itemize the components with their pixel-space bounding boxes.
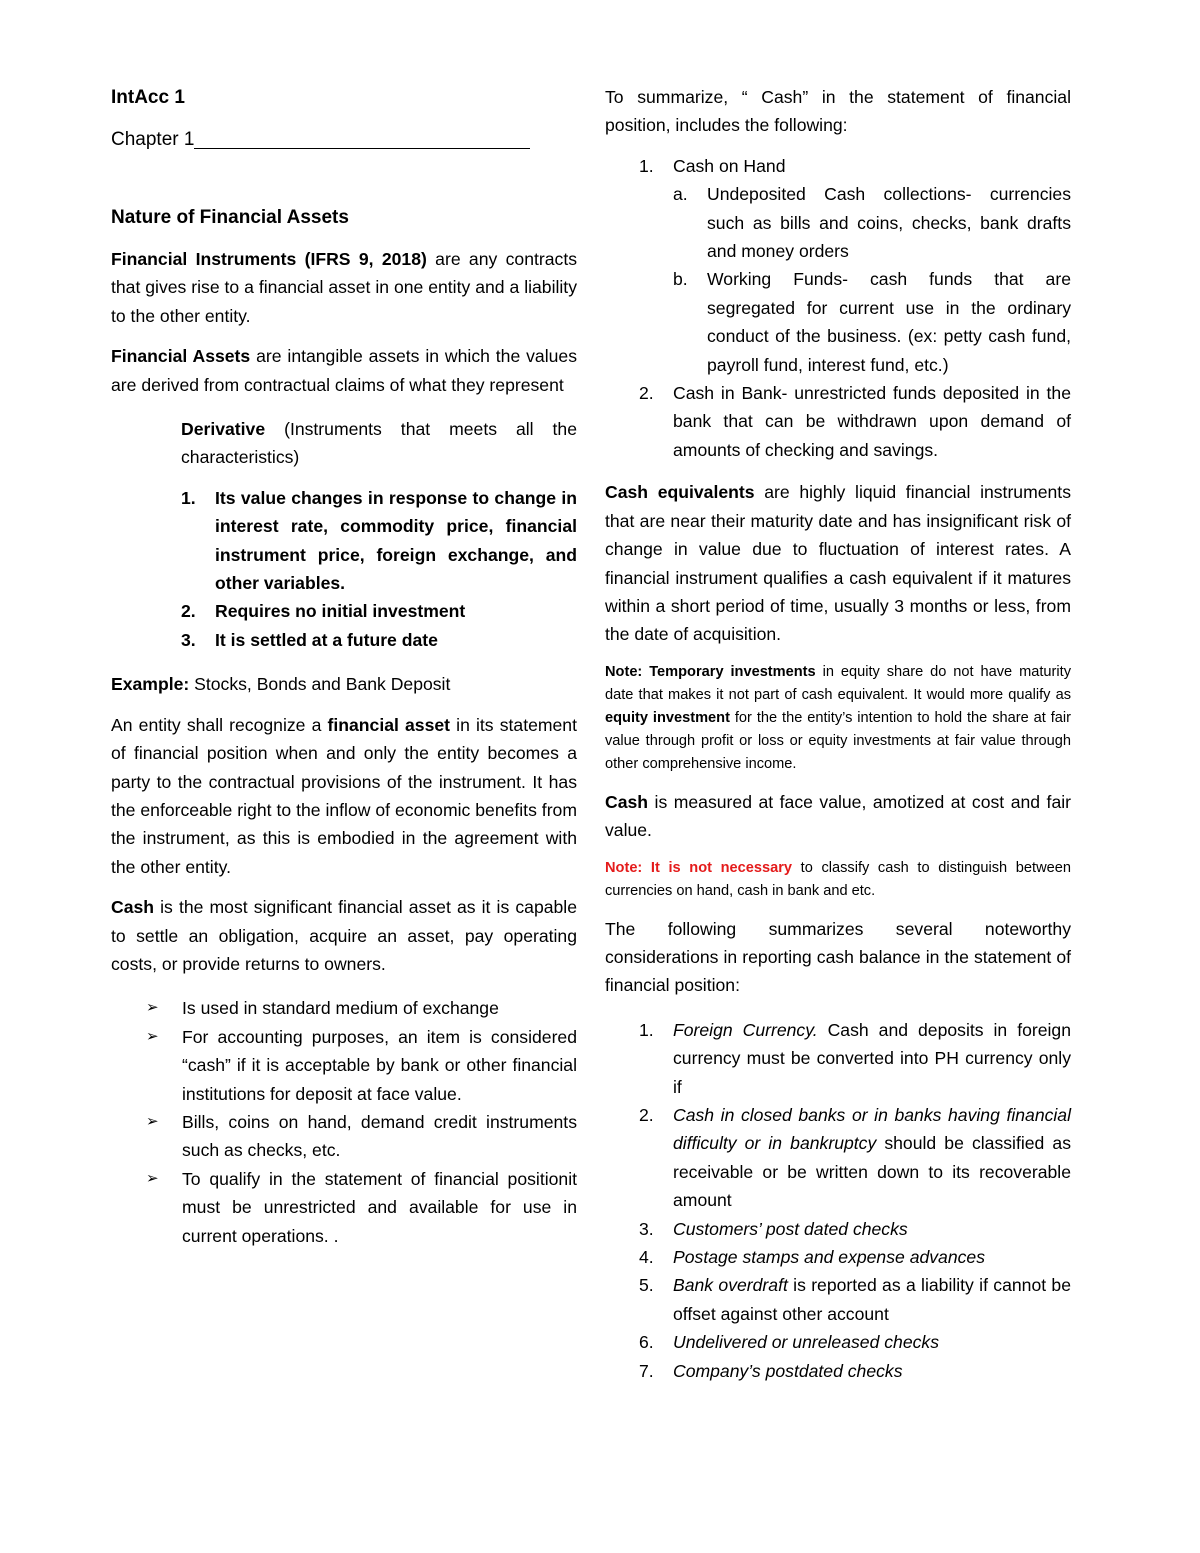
note-not-necessary (605, 857, 1071, 903)
list-item (639, 1328, 1071, 1356)
list-item (639, 1271, 1071, 1328)
note-text: for the the entity’s intention to hold the share at fair value through profit or loss or equity investments at fair value through other comprehensive income. (605, 709, 1072, 772)
list-item (146, 994, 577, 1022)
example-paragraph (111, 670, 577, 698)
list-item (146, 1108, 577, 1165)
list-italic: Postage stamps and expense advances (673, 1247, 986, 1267)
list-item (639, 1357, 1071, 1385)
cash-equivalents-text: are highly liquid financial instruments that are near their maturity date and has insignificant risk of change in value due to fluctuation of interest rates. A financial instrument qualifies a cash equivalent if it matures within a short period of time, usually 3 months or less, from the date of acquisition. (605, 482, 1071, 645)
list-number: 1. (181, 487, 196, 508)
list-number: 2. (639, 383, 654, 404)
list-item (673, 265, 1071, 379)
note-label: Note: (605, 663, 643, 680)
recognize-pre: An entity shall recognize a (111, 714, 328, 735)
cash-bullet-list (111, 994, 577, 1250)
chapter-label: Chapter 1 (111, 129, 195, 150)
example-text: Stocks, Bonds and Bank Deposit (189, 674, 451, 695)
recognize-paragraph (111, 711, 577, 881)
note-term: Temporary investments (642, 663, 816, 680)
list-text (673, 1101, 1071, 1215)
list-text: Undeposited Cash collections- currencies such as bills and coins, checks, bank drafts and money orders (707, 184, 1071, 262)
list-number: 5. (639, 1275, 654, 1296)
summary-list (605, 152, 1071, 464)
list-italic: Undelivered or unreleased checks (673, 1332, 940, 1353)
cash-measured-paragraph (605, 788, 1071, 845)
section-title: Nature of Financial Assets (111, 207, 349, 228)
financial-assets-term: Financial Assets (111, 346, 251, 367)
sub-list (639, 180, 1071, 379)
list-text: Is used in standard medium of exchange (182, 998, 499, 1019)
considerations-list (605, 1016, 1071, 1385)
list-text (673, 1215, 1071, 1243)
left-column (111, 83, 577, 1250)
list-number: 6. (639, 1332, 654, 1353)
document-title: IntAcc 1 (111, 87, 185, 108)
list-item (146, 1165, 577, 1250)
derivative-text: (Instruments that meets all the characteristics) (181, 419, 577, 468)
note-term: equity investment (605, 709, 730, 726)
note-text: to classify cash to distinguish between currencies on hand, cash in bank and etc. (605, 859, 1071, 899)
chapter-heading (111, 127, 577, 153)
derivative-block (111, 415, 577, 654)
list-text (673, 1271, 1071, 1328)
note-text: in equity share do not have maturity date that makes it not part of cash equivalent. It would more qualify as (605, 663, 1071, 703)
list-text (673, 1328, 1071, 1356)
list-text: It is settled at a future date (215, 629, 438, 650)
list-number: 7. (639, 1360, 654, 1381)
list-plain: is reported as a liability if cannot be offset against other account (673, 1275, 1071, 1324)
list-item (639, 1101, 1071, 1215)
list-number: 1. (639, 1019, 654, 1040)
derivative-list (181, 484, 577, 654)
cash-equivalents-paragraph (605, 478, 1071, 648)
derivative-term: Derivative (181, 419, 266, 440)
list-text: Cash on Hand (673, 155, 786, 176)
financial-assets-paragraph (111, 342, 577, 399)
list-item (181, 597, 577, 625)
list-italic: Customers’ post dated checks (673, 1218, 908, 1239)
example-label: Example: (111, 674, 190, 695)
recognize-post: in its statement of financial position when and only the entity becomes a party to the contractual provisions of the instrument. It has the enforceable right to the inflow of economic benefits from the instrument, as this is embodied in the agreement with the other entity. (111, 714, 577, 877)
derivative-paragraph (181, 415, 577, 472)
right-column (605, 83, 1071, 1385)
list-text (673, 1016, 1071, 1101)
list-item (639, 152, 1071, 379)
list-number: 4. (639, 1247, 654, 1267)
list-text: For accounting purposes, an item is considered “cash” if it is acceptable by bank or other financial institutions for deposit at face value. (182, 1026, 577, 1104)
summary-intro: To summarize, “ Cash” in the statement of financial position, includes the following: (605, 87, 1071, 136)
cash-equivalents-term: Cash equivalents (605, 482, 755, 503)
list-text: Bills, coins on hand, demand credit instruments such as checks, etc. (182, 1111, 577, 1161)
list-text (673, 1243, 1071, 1271)
list-item (146, 1023, 577, 1108)
list-italic: Company’s postdated checks (673, 1360, 903, 1381)
financial-instruments-paragraph (111, 245, 577, 330)
list-number: 1. (639, 155, 654, 176)
list-item (181, 626, 577, 654)
financial-instruments-text: are any contracts that gives rise to a financial asset in one entity and a liability to the other entity. (111, 249, 578, 326)
list-item (639, 1215, 1071, 1243)
considerations-intro: The following summarizes several noteworthy considerations in reporting cash balance in the statement of financial position: (605, 918, 1071, 996)
list-number: 3. (639, 1218, 654, 1239)
list-number: 3. (181, 629, 196, 650)
cash-paragraph (111, 893, 577, 978)
chapter-underline (194, 148, 530, 149)
list-plain: Cash and deposits in foreign currency must be converted into PH currency only if (673, 1019, 1072, 1097)
recognize-term: financial asset (327, 714, 451, 735)
list-text (673, 1357, 1071, 1385)
list-letter: a. (673, 184, 688, 205)
arrow-bullet-icon: ➢ (146, 1027, 159, 1045)
note-red-label: Note: It is not necessary (605, 859, 793, 876)
list-italic: Foreign Currency. (673, 1019, 818, 1040)
list-text: Working Funds- cash funds that are segregated for current use in the ordinary conduct of the business. (ex: petty cash fund, payroll fund, interest fund, etc.) (707, 269, 1071, 375)
cash-measured-text: is measured at face value, amotized at cost and fair value. (605, 791, 1071, 841)
cash-term: Cash (111, 897, 155, 918)
financial-assets-text: are intangible assets in which the values are derived from contractual claims of what they represent (111, 346, 577, 395)
list-item (181, 484, 577, 598)
note-temporary-investments (605, 661, 1071, 776)
cash-measured-term: Cash (605, 791, 649, 812)
list-italic: Cash in closed banks or in banks having financial difficulty or in bankruptcy (673, 1104, 1071, 1154)
list-number: 2. (639, 1104, 654, 1125)
list-item (639, 1016, 1071, 1101)
financial-instruments-term: Financial Instruments (IFRS 9, 2018) (111, 249, 427, 269)
cash-text: is the most significant financial asset as it is capable to settle an obligation, acquire an asset, pay operating costs, or provide returns to owners. (111, 897, 577, 974)
list-item (639, 1243, 1071, 1271)
list-italic: Bank overdraft (673, 1275, 788, 1296)
list-text: Requires no initial investment (215, 601, 466, 622)
list-item (673, 180, 1071, 265)
list-text: Cash in Bank- unrestricted funds deposited in the bank that can be withdrawn upon demand of amounts of checking and savings. (673, 383, 1071, 460)
arrow-bullet-icon: ➢ (146, 999, 159, 1017)
list-letter: b. (673, 269, 688, 290)
list-number: 2. (181, 601, 196, 622)
list-item (639, 379, 1071, 464)
arrow-bullet-icon: ➢ (146, 1112, 159, 1130)
arrow-bullet-icon: ➢ (146, 1169, 159, 1187)
list-text: To qualify in the statement of financial positionit must be unrestricted and available for use in current operations. . (182, 1168, 577, 1246)
list-plain: should be classified as receivable or be written down to its recoverable amount (673, 1133, 1071, 1211)
list-text: Its value changes in response to change in interest rate, commodity price, financial instrument price, foreign exchange, and other variables. (215, 487, 577, 594)
